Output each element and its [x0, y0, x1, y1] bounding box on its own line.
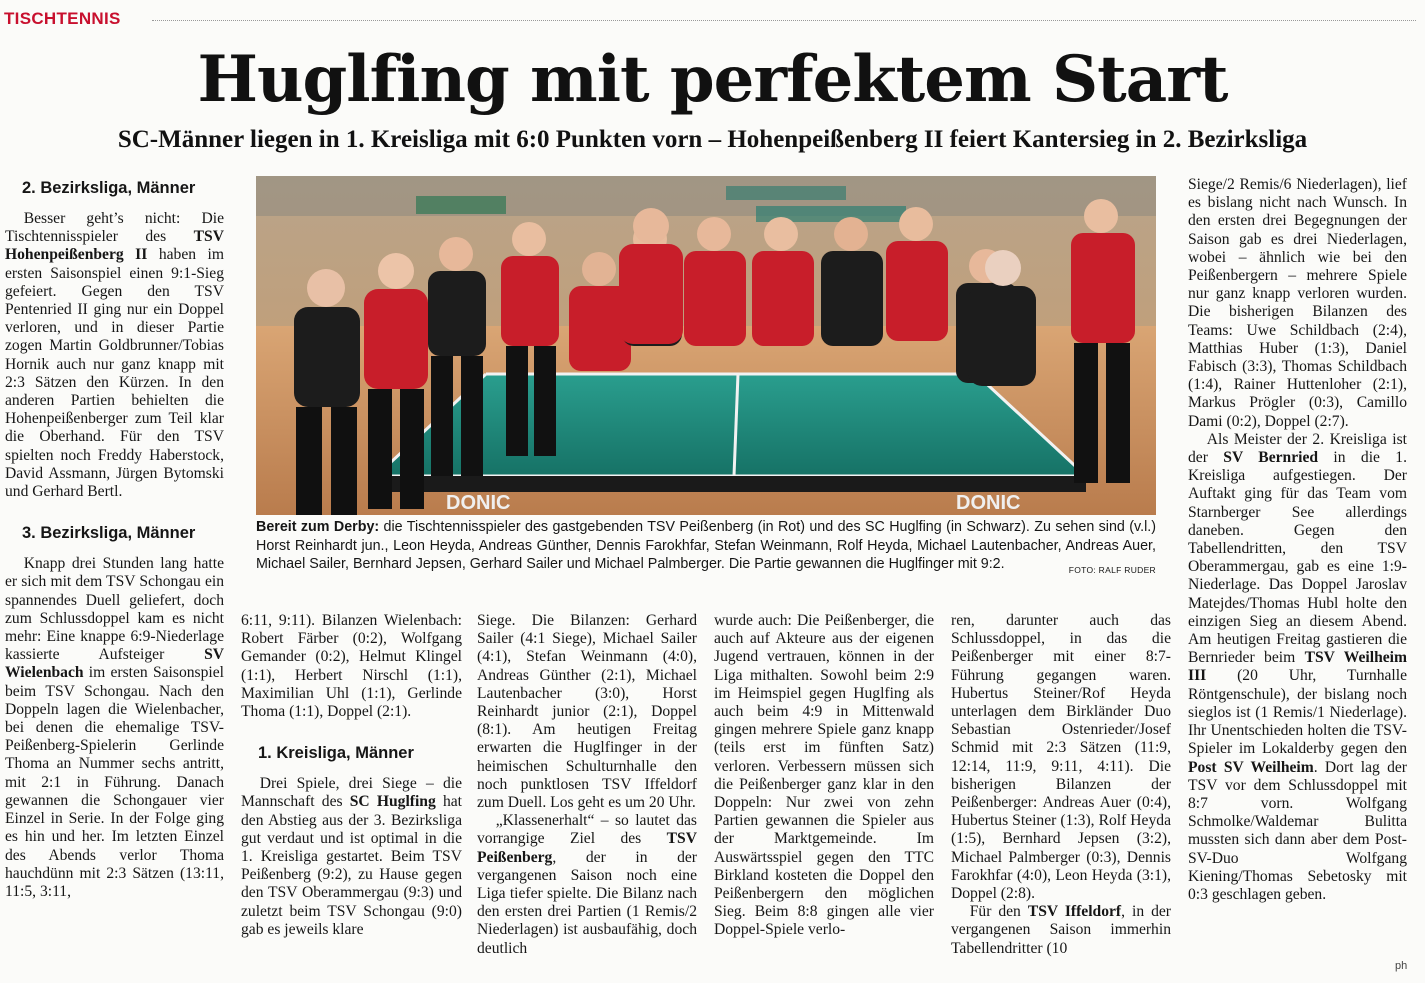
team-name: TSV Iffeldorf [1027, 903, 1122, 921]
paragraph: Für den TSV Iffeldorf, in der vergangenen Saison immerhin Tabellendritter (10 [951, 903, 1171, 957]
paragraph: „Klassenerhalt“ – so lautet das vorrangige Ziel des TSV Peißenberg, der in der vergangenen Saison noch eine Liga tiefer spielte. Die Bilanz nach den ersten drei Partien (1 Remis/2 Niederlagen) ist ausbaufähig, doch deutlich [477, 812, 697, 957]
column-4 [714, 612, 934, 940]
photo-credit: FOTO: RALF RUDER [1068, 565, 1156, 576]
paragraph: Drei Spiele, drei Siege – die Mannschaft des SC Huglfing hat den Abstieg aus der 3. Bezirksliga gut verdaut und ist optimal in die 1. Kreisliga gestartet. Beim TSV Peißenberg (9:2), zu Hause gegen den TSV Oberammergau (9:3) und zuletzt beim TSV Schongau (9:0) gab es jeweils klare [241, 775, 462, 938]
rubric-divider [152, 20, 1416, 21]
team-name: SV Bernried [1223, 449, 1319, 467]
team-name: TSV Peißenberg [477, 830, 697, 866]
column-2 [241, 612, 462, 939]
paragraph: ren, darunter auch das Schlussdoppel, in das die Peißenberger mit einer 8:7-Führung gegangen waren. Hubertus Steiner/Rof Heyda unterlagen dem Birkländer Duo Sebastian Ostenrieder/Josef Schmid mit 2:3 Sätzen (11:9, 12:14, 11:9, 9:11, 4:11). Die bisherigen Bilanzen der Peißenberger: Andreas Auer (0:4), Hubertus Steiner (1:3), Rolf Heyda (1:5), Bernhard Jepsen (3:2), Michael Palmberger (0:3), Dennis Farokhfar (4:0), Leon Heyda (3:1), Doppel (2:8). [951, 612, 1171, 903]
team-photo-illustration [256, 176, 1156, 515]
author-signature: ph [1395, 960, 1408, 972]
paragraph: Besser geht’s nicht: Die Tischtennisspieler des TSV Hohenpeißenberg II haben im ersten Saisonspiel einen 9:1-Sieg gefeiert. Gegen den TSV Pentenried II ging nur ein Doppel verloren, und in dieser Partie zogen Martin Goldbrunner/Tobias Hornik auch nur ganz knapp mit 2:3 Sätzen den Kürzen. In den anderen Partien behielten die Hohenpeißenberger zum Teil klar die Oberhand. Für den TSV spielten noch Freddy Haberstock, David Assmann, Jürgen Bytomski und Gerhard Bertl. [5, 210, 224, 501]
team-name: Post SV Weilheim [1188, 758, 1314, 776]
team-name: SC Huglfing [349, 793, 436, 811]
paragraph: Siege/2 Remis/6 Niederlagen), lief es bislang nicht nach Wunsch. In den ersten drei Begegnungen der Saison gab es drei Niederlagen, wobei – ähnlich wie bei den Peißenbergern – mehrere Spiele nur ganz knapp verloren wurden. Die bisherigen Bilanzen des Teams: Uwe Schildbach (2:4), Matthias Huber (1:3), Daniel Fabisch (3:3), Thomas Schildbach (1:4), Rainer Huttenloher (2:1), Markus Prögler (0:3), Camillo Dami (0:2), Doppel (2:7). [1188, 176, 1407, 430]
paragraph: Als Meister der 2. Kreisliga ist der SV Bernried in die 1. Kreisliga aufgestiegen. Der Auftakt ging für das Team vom Starnberger See allerdings daneben. Gegen den Tabellendritten, den TSV Oberammergau, gab es eine 1:9-Niederlage. Das Doppel Jaroslav Matejdes/Thomas Hubl holte den einzigen Sieg an diesem Abend. Am heutigen Freitag gastieren die Bernrieder beim TSV Weilheim III (20 Uhr, Turnhalle Röntgenschule), der bislang noch sieglos ist (1 Remis/1 Niederlage). Ihr Unentschieden holten die TSV-Spieler im Lokalderby gegen den Post SV Weilheim. Dort lag der TSV vor dem Schlussdoppel mit 8:7 vorn. Wolfgang Schmolke/Waldemar Bulitta mussten sich dann aber dem Post-SV-Duo Wolfgang Kiening/Thomas Sebetosky mit 0:3 geschlagen geben. [1188, 430, 1408, 903]
caption-lead: Bereit zum Derby: [256, 519, 380, 535]
table-brand-right: DONIC [956, 492, 1021, 514]
section-heading-1-kreisliga: 1. Kreisliga, Männer [258, 744, 414, 763]
section-heading-2-bezirksliga: 2. Bezirksliga, Männer [22, 179, 196, 197]
paragraph: Knapp drei Stunden lang hatte er sich mit dem TSV Schongau ein spannendes Duell geliefert, doch zum Schlussdoppel kam es nicht mehr: Eine knappe 6:9-Niederlage kassierte Aufsteiger SV Wielenbach im ersten Saisonspiel beim TSV Schongau. Nach den Doppeln lagen die Wielenbacher, bei denen die ehemalige TSV-Peißenberg-Spielerin Gerlinde Thoma an Nummer sechs antritt, mit 2:1 in Führung. Danach gewannen die Schongauer vier Einzel in Serie. In der Folge ging es hin und her. Im letzten Einzel des Abends verlor Thoma hauchdünn mit 2:3 Sätzen (13:11, 11:5, 3:11, [5, 555, 224, 900]
headline: Huglfing mit perfektem Start [197, 42, 1228, 117]
team-name: TSV Hohenpeißenberg II [5, 228, 224, 264]
column-3 [477, 612, 697, 958]
team-name: SV Wielenbach [5, 646, 224, 682]
paragraph: Siege. Die Bilanzen: Gerhard Sailer (4:1 Siege), Michael Sailer (4:1), Stefan Weinmann (4:0), Andreas Günther (2:1), Michael Lautenbacher (3:0), Horst Reinhardt junior (2:1), Doppel (8:1). Am heutigen Freitag erwarten die Huglfinger in der heimischen Schulturnhalle den noch punktlosen TSV Iffeldorf zum Duell. Los geht es um 20 Uhr. [477, 612, 697, 812]
section-heading-3-bezirksliga: 3. Bezirksliga, Männer [22, 524, 196, 543]
team-name: TSV Weilheim III [1188, 649, 1407, 685]
photo-caption [256, 518, 1156, 580]
rubric: TISCHTENNIS [4, 9, 121, 28]
table-brand-left: DONIC [446, 492, 511, 514]
column-6 [1188, 176, 1407, 904]
team-photo [256, 176, 1156, 515]
paragraph: 6:11, 9:11). Bilanzen Wielenbach: Robert Färber (0:2), Wolfgang Gemander (0:2), Helmut Klingel (1:1), Herbert Nirschl (1:1), Maximilian Uhl (1:1), Gerlinde Thoma (1:1), Doppel (2:1). [241, 612, 462, 721]
caption-text: die Tischtennisspieler des gastgebenden TSV Peißenberg (in Rot) und des SC Huglfing (in Schwarz). Zu sehen sind (v.l.) Horst Reinhardt jun., Leon Heyda, Andreas Günther, Dennis Farokhfar, Stefan Weinmann, Rolf Heyda, Michael Lautenbacher, Andreas Auer, Michael Sailer, Bernhard Jepsen, Gerhard Sailer und Michael Palmberger. Die Partie gewannen die Huglfinger mit 9:2. [256, 519, 1156, 573]
column-1 [5, 178, 224, 901]
subheadline: SC-Männer liegen in 1. Kreisliga mit 6:0 Punkten vorn – Hohenpeißenberg II feiert Kantersieg in 2. Bezirksliga [117, 126, 1308, 153]
column-5 [951, 612, 1171, 958]
paragraph: wurde auch: Die Peißenberger, die auch auf Akteure aus der eigenen Jugend vertrauen, können in der Liga mithalten. Sowohl beim 2:9 im Heimspiel gegen Huglfing als auch beim 4:9 in Mittenwald gingen mehrere Spiele ganz knapp (teils erst im fünften Satz) verloren. Verbessern müssen sich die Peißenberger ganz klar in den Doppeln: Nur zwei von zehn Partien gewannen die Spieler aus der Marktgemeinde. Im Auswärtsspiel gegen den TTC Birkland kosteten die Doppel den Peißenbergern den möglichen Sieg. Beim 8:8 gingen alle vier Doppel-Spiele verlo- [714, 612, 934, 939]
